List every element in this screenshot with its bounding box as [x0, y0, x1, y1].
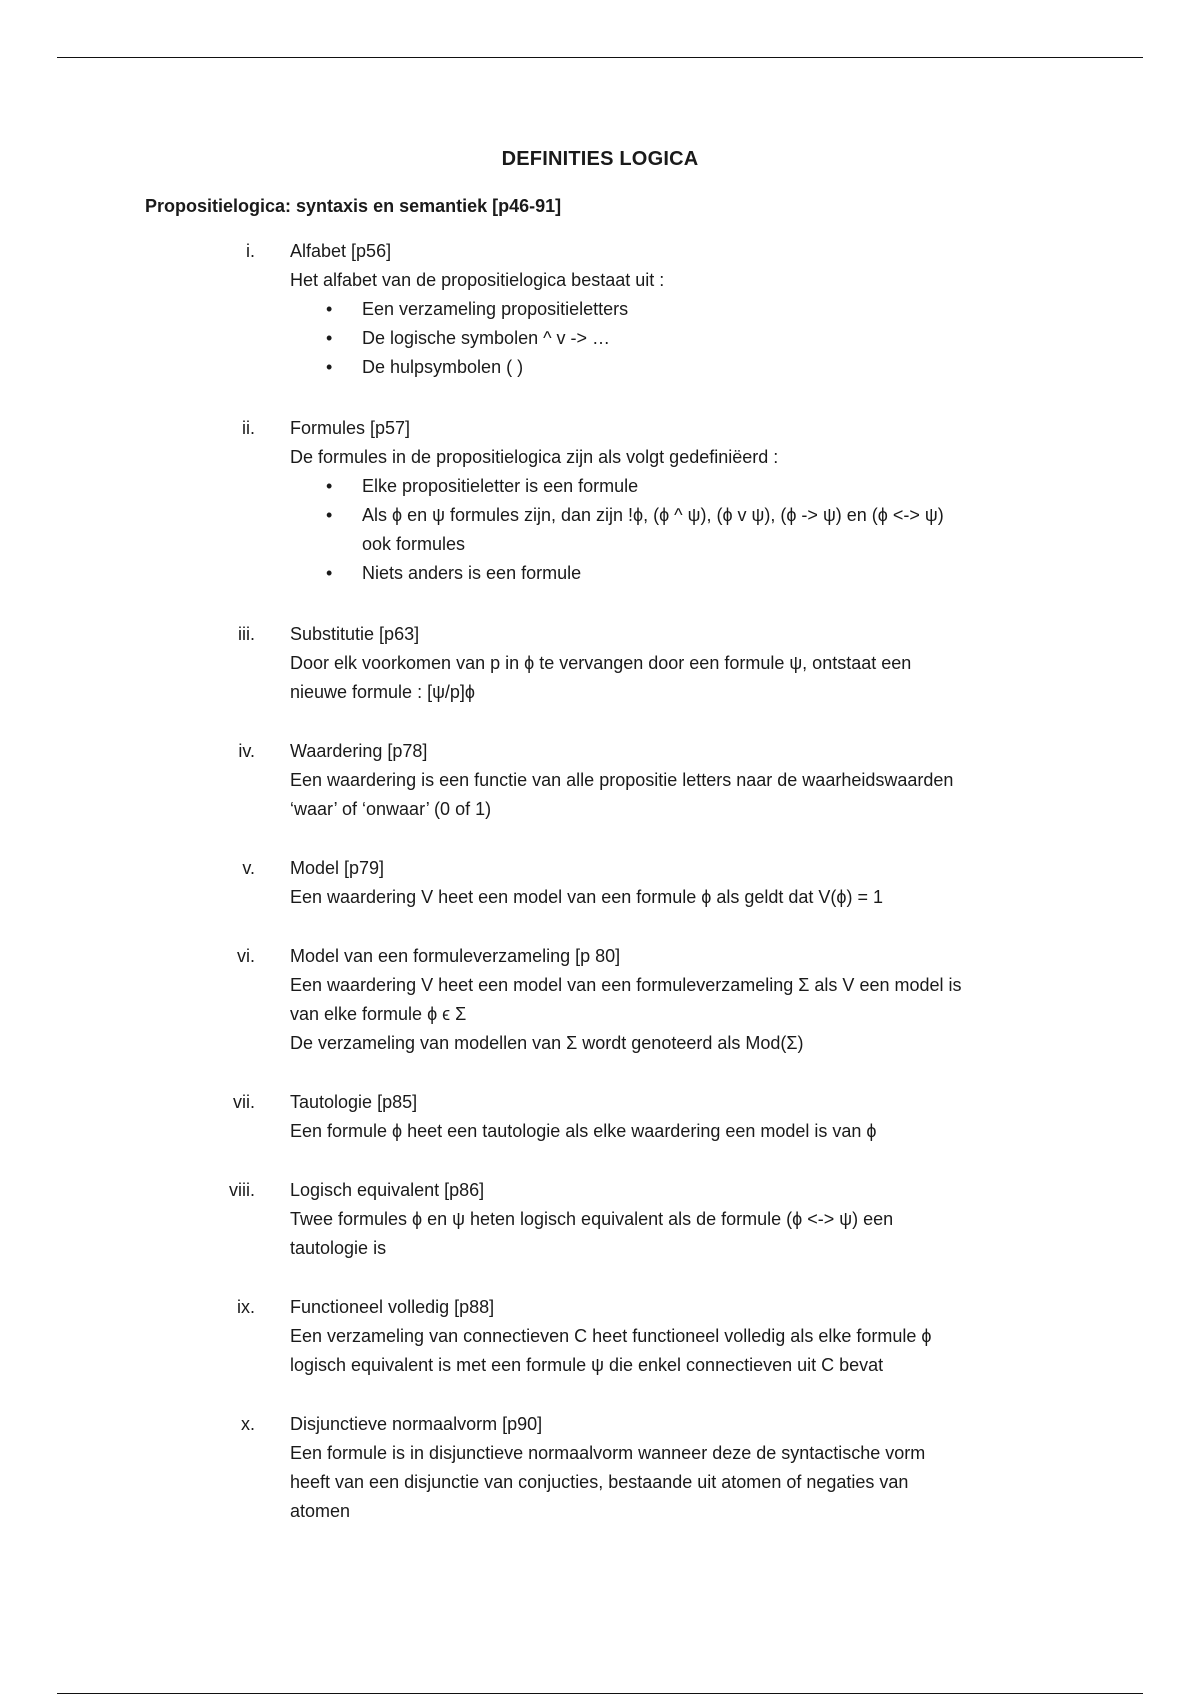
- item-text: Een verzameling van connectieven C heet functioneel volledig als elke formule ϕ: [290, 1326, 932, 1346]
- item-numeral: i.: [246, 241, 255, 261]
- footer-rule: [57, 1693, 1143, 1694]
- item-heading: Substitutie [p63]: [290, 624, 420, 644]
- item-text: De verzameling van modellen van Σ wordt genoteerd als Mod(Σ): [290, 1033, 804, 1053]
- bullet-list: [290, 295, 1070, 382]
- section-title: Propositielogica: syntaxis en semantiek [p46-91]: [145, 196, 562, 216]
- item-heading: Functioneel volledig [p88]: [290, 1297, 495, 1317]
- item-text: ‘waar’ of ‘onwaar’ (0 of 1): [290, 799, 492, 819]
- item-numeral: iii.: [238, 624, 255, 644]
- bullet-icon: •: [326, 476, 333, 496]
- item-heading: Disjunctieve normaalvorm [p90]: [290, 1414, 543, 1434]
- bullet-icon: •: [326, 357, 333, 377]
- item-heading: Logisch equivalent [p86]: [290, 1180, 485, 1200]
- item-text: heeft van een disjunctie van conjucties, bestaande uit atomen of negaties van: [290, 1472, 909, 1492]
- item-text: atomen: [290, 1501, 351, 1521]
- item-text: Een formule is in disjunctieve normaalvorm wanneer deze de syntactische vorm: [290, 1443, 926, 1463]
- item-text: Door elk voorkomen van p in ϕ te vervangen door een formule ψ, ontstaat een: [290, 653, 912, 673]
- item-numeral: vii.: [233, 1092, 255, 1112]
- item-text: van elke formule ϕ ϵ Σ: [290, 1004, 467, 1024]
- list-item: • Niets anders is een formule: [290, 559, 1070, 588]
- item-numeral: iv.: [238, 741, 255, 761]
- list-item: • Elke propositieletter is een formule: [290, 472, 1070, 501]
- list-item: • De hulpsymbolen ( ): [290, 353, 1070, 382]
- item-numeral: viii.: [229, 1180, 255, 1200]
- header-rule: [57, 57, 1143, 58]
- item-numeral: vi.: [237, 946, 255, 966]
- item-text: logisch equivalent is met een formule ψ die enkel connectieven uit C bevat: [290, 1355, 884, 1375]
- item-numeral: v.: [242, 858, 255, 878]
- item-text: Een waardering is een functie van alle propositie letters naar de waarheidswaarden: [290, 770, 954, 790]
- item-heading: Alfabet [p56]: [290, 241, 392, 261]
- item-text: Een waardering V heet een model van een formule ϕ als geldt dat V(ϕ) = 1: [290, 887, 884, 907]
- item-text: tautologie is: [290, 1238, 387, 1258]
- list-item: • Een verzameling propositieletters: [290, 295, 1070, 324]
- list-item: • Als ϕ en ψ formules zijn, dan zijn !ϕ, (ϕ ^ ψ), (ϕ v ψ), (ϕ -> ψ) en (ϕ <-> ψ) ook formules: [290, 501, 1070, 559]
- item-text: Een formule ϕ heet een tautologie als elke waardering een model is van ϕ: [290, 1121, 877, 1141]
- item-heading: Model [p79]: [290, 858, 385, 878]
- item-numeral: ix.: [237, 1297, 255, 1317]
- item-text: Twee formules ϕ en ψ heten logisch equivalent als de formule (ϕ <-> ψ) een: [290, 1209, 894, 1229]
- page-title: DEFINITIES LOGICA: [501, 148, 699, 170]
- bullet-icon: •: [326, 328, 333, 348]
- item-heading: Tautologie [p85]: [290, 1092, 418, 1112]
- item-heading: Waardering [p78]: [290, 741, 428, 761]
- bullet-list: [290, 472, 1070, 588]
- item-numeral: x.: [240, 1414, 255, 1434]
- bullet-icon: •: [326, 505, 333, 525]
- item-text: Een waardering V heet een model van een formuleverzameling Σ als V een model is: [290, 975, 962, 995]
- bullet-icon: •: [326, 299, 333, 319]
- item-text: De formules in de propositielogica zijn als volgt gedefiniëerd :: [290, 447, 779, 467]
- bullet-icon: •: [326, 563, 333, 583]
- item-heading: Model van een formuleverzameling [p 80]: [290, 946, 621, 966]
- list-item: • De logische symbolen ^ v -> …: [290, 324, 1070, 353]
- item-text: nieuwe formule : [ψ/p]ϕ: [290, 682, 475, 702]
- item-heading: Formules [p57]: [290, 418, 411, 438]
- item-numeral: ii.: [242, 418, 255, 438]
- item-text: Het alfabet van de propositielogica bestaat uit :: [290, 270, 665, 290]
